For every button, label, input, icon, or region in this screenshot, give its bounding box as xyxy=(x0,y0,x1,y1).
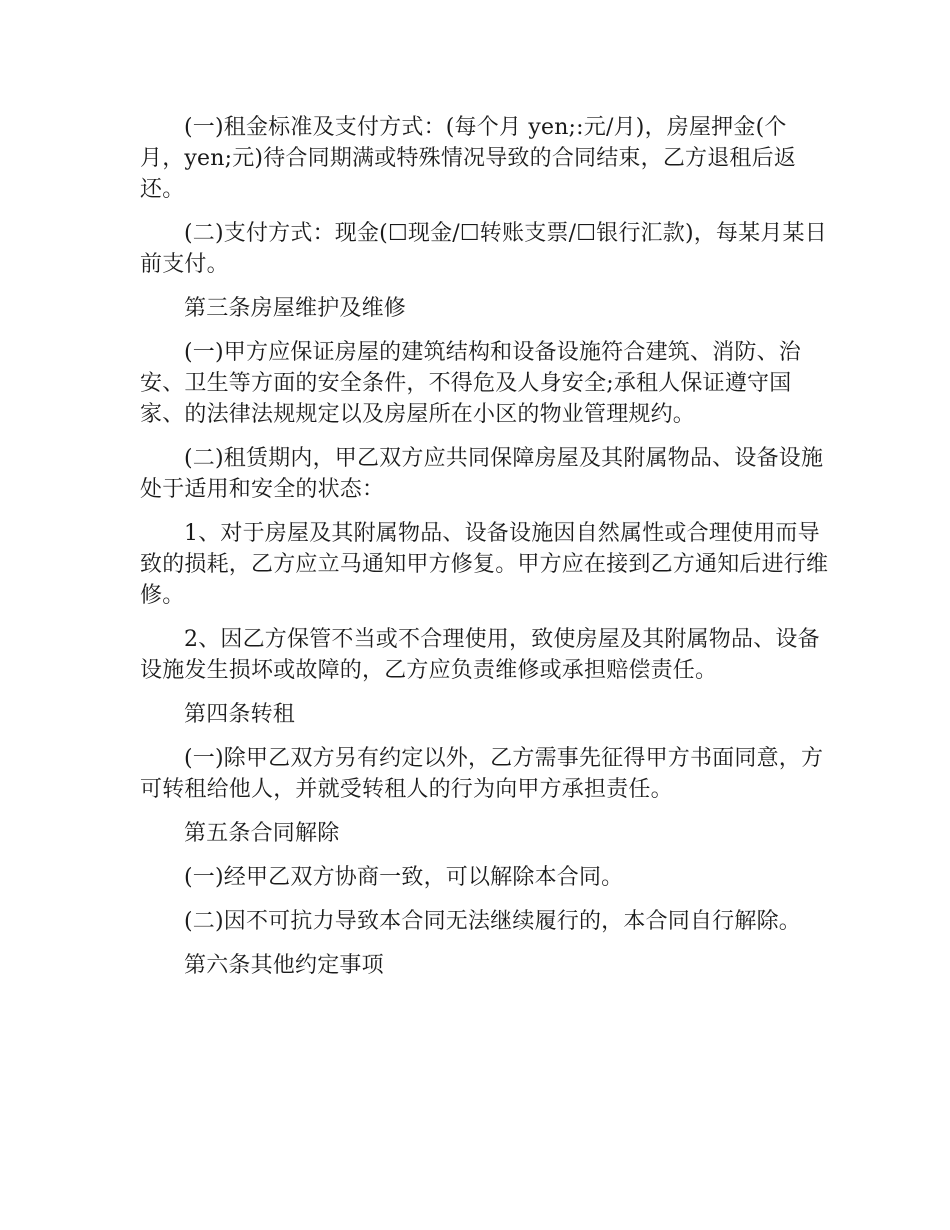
paragraph-payment-method: (二)支付方式：现金(☐现金/☐转账支票/☐银行汇款)，每某月某日前支付。 xyxy=(140,221,827,277)
paragraph-rent-standard: (一)租金标准及支付方式：(每个月 yen;:元/月)，房屋押金(个月，yen;元)待合同期满或特殊情况导致的合同结束，乙方退租后返还。 xyxy=(140,115,797,202)
paragraph-improper-use: 2、因乙方保管不当或不合理使用，致使房屋及其附属物品、设备设施发生损坏或故障的，乙方应负责维修或承担赔偿责任。 xyxy=(140,627,820,683)
paragraph-force-majeure: (二)因不可抗力导致本合同无法继续履行的，本合同自行解除。 xyxy=(184,909,801,934)
heading-article-3: 第三条房屋维护及维修 xyxy=(184,296,407,321)
paragraph-sublease: (一)除甲乙双方另有约定以外，乙方需事先征得甲方书面同意，方可转租给他人，并就受转租人的行为向甲方承担责任。 xyxy=(140,746,824,802)
paragraph-mutual-termination: (一)经甲乙双方协商一致，可以解除本合同。 xyxy=(184,865,624,890)
heading-article-6: 第六条其他约定事项 xyxy=(184,953,384,978)
heading-article-4: 第四条转租 xyxy=(184,702,296,727)
paragraph-joint-maintenance: (二)租赁期内，甲乙双方应共同保障房屋及其附属物品、设备设施处于适用和安全的状态： xyxy=(140,446,824,502)
document-body xyxy=(140,112,830,994)
paragraph-safety-conditions: (一)甲方应保证房屋的建筑结构和设备设施符合建筑、消防、治安、卫生等方面的安全条件，不得危及人身安全;承租人保证遵守国家、的法律法规规定以及房屋所在小区的物业管理规约。 xyxy=(140,340,801,427)
paragraph-natural-wear: 1、对于房屋及其附属物品、设备设施因自然属性或合理使用而导致的损耗，乙方应立马通知甲方修复。甲方应在接到乙方通知后进行维修。 xyxy=(140,521,829,608)
heading-article-5: 第五条合同解除 xyxy=(184,821,340,846)
